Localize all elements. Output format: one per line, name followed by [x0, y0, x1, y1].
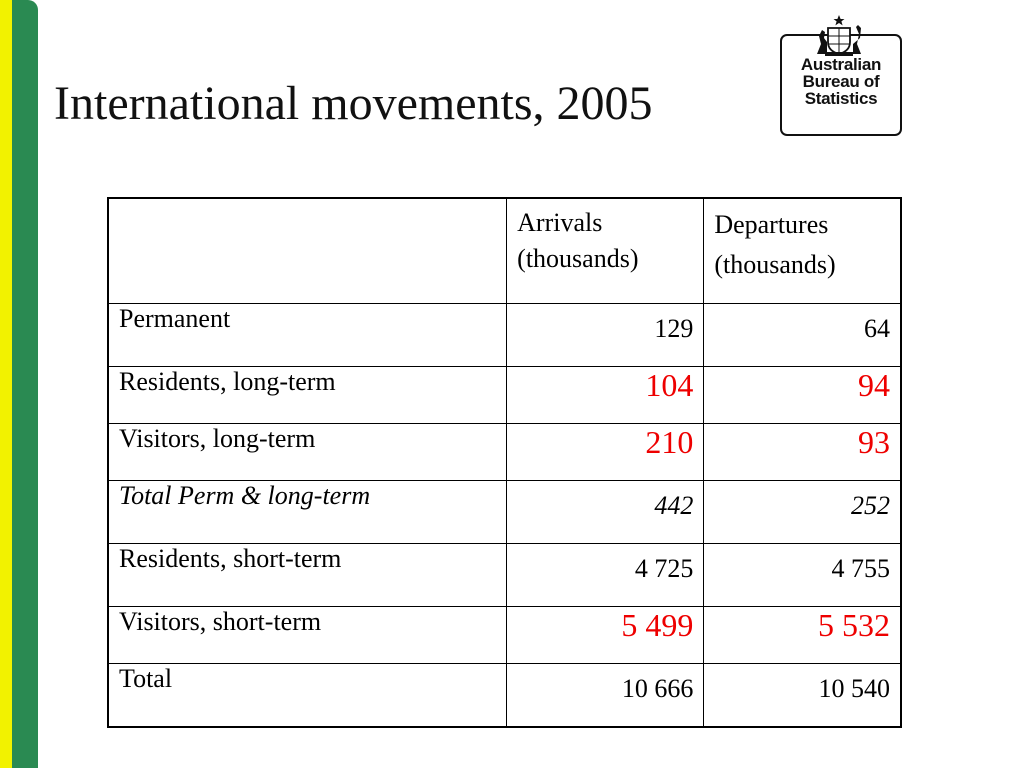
table-row: [108, 481, 901, 544]
table-row: [108, 607, 901, 664]
table-row: [108, 367, 901, 424]
header-label-cell: [108, 198, 507, 304]
row-label: Total Perm & long-term: [108, 481, 507, 544]
row-label: Residents, short-term: [108, 544, 507, 607]
left-stripe-green: [12, 0, 38, 768]
departures-value: 64: [704, 304, 901, 367]
departures-value: 4 755: [704, 544, 901, 607]
arrivals-value: 442: [507, 481, 704, 544]
table-header-row: [108, 198, 901, 304]
table-row: [108, 304, 901, 367]
header-departures-line-1: Departures: [714, 210, 829, 239]
header-departures-line-2: (thousands): [714, 250, 836, 279]
departures-value: 94: [704, 367, 901, 424]
table-row: [108, 424, 901, 481]
row-label: Residents, long-term: [108, 367, 507, 424]
header-arrivals: [507, 198, 704, 304]
arrivals-value: 10 666: [507, 664, 704, 728]
departures-value: 10 540: [704, 664, 901, 728]
table-row: [108, 544, 901, 607]
abs-logo: [780, 14, 902, 136]
arrivals-value: 5 499: [507, 607, 704, 664]
header-departures: [704, 198, 901, 304]
page-title: International movements, 2005: [54, 77, 653, 130]
table-row: [108, 664, 901, 728]
logo-line-1: Australian: [800, 55, 882, 74]
movements-table: [107, 197, 902, 728]
arrivals-value: 210: [507, 424, 704, 481]
logo-line-3: Statistics: [804, 89, 878, 108]
arrivals-value: 129: [507, 304, 704, 367]
departures-value: 93: [704, 424, 901, 481]
departures-value: 252: [704, 481, 901, 544]
row-label: Visitors, long-term: [108, 424, 507, 481]
arrivals-value: 4 725: [507, 544, 704, 607]
arrivals-value: 104: [507, 367, 704, 424]
logo-line-2: Bureau of: [802, 72, 880, 91]
row-label: Total: [108, 664, 507, 728]
coat-of-arms-icon: [813, 14, 865, 56]
departures-value: 5 532: [704, 607, 901, 664]
logo-text: [780, 56, 902, 107]
header-arrivals-line-2: (thousands): [517, 244, 639, 273]
row-label: Permanent: [108, 304, 507, 367]
header-arrivals-line-1: Arrivals: [517, 208, 603, 237]
row-label: Visitors, short-term: [108, 607, 507, 664]
